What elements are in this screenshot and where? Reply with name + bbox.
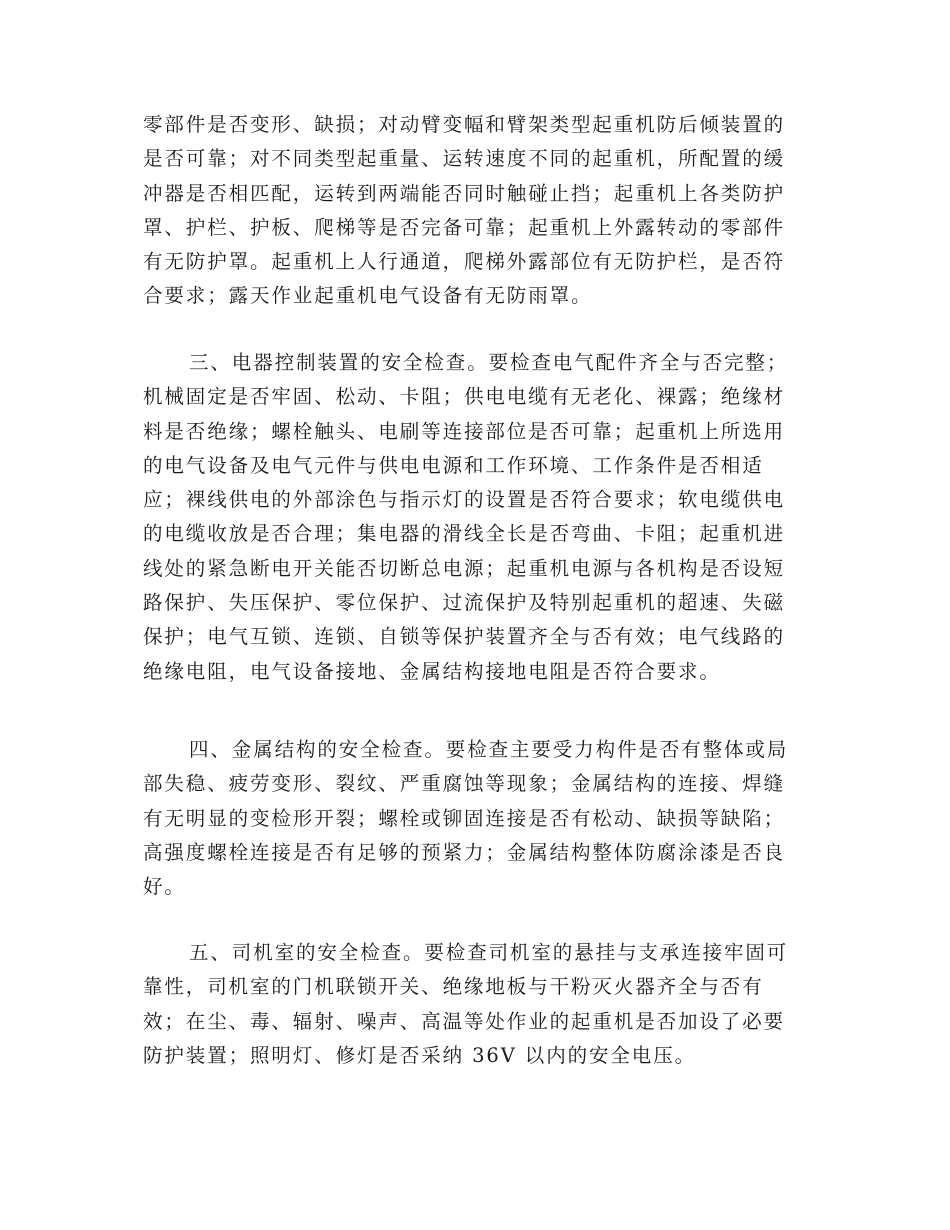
text-line: 料是否绝缘；螺栓触头、电刷等连接部位是否可靠；起重机上所选用 [143,419,786,443]
text-line: 五、司机室的安全检查。要检查司机室的悬挂与支承连接牢固可 [189,941,789,964]
paragraph-continuation [143,108,823,314]
text-line: 部失稳、疲劳变形、裂纹、严重腐蚀等现象；金属结构的连接、焊缝 [143,772,786,796]
text-line: 保护；电气互锁、连锁、自锁等保护装置齐全与否有效；电气线路的 [143,625,786,649]
text-line: 罩、护栏、护板、爬梯等是否完备可靠；起重机上外露转动的零部件 [143,215,786,239]
text-line: 有无明显的变检形开裂；螺栓或铆固连接是否有松动、缺损等缺陷； [143,806,786,830]
paragraph-driver-cab-check [143,936,823,1073]
text-line: 冲器是否相匹配，运转到两端能否同时触碰止挡；起重机上各类防护 [143,181,786,205]
text-line: 的电气设备及电气元件与供电电源和工作环境、工作条件是否相适 [143,453,764,477]
text-line: 效；在尘、毒、辐射、噪声、高温等处作业的起重机是否加设了必要 [143,1009,786,1033]
text-line: 合要求；露天作业起重机电气设备有无防雨罩。 [143,284,593,308]
paragraph-electrical-control-check [143,346,823,689]
text-line: 路保护、失压保护、零位保护、过流保护及特别起重机的超速、失磁 [143,591,786,615]
text-line: 是否可靠；对不同类型起重量、运转速度不同的起重机，所配置的缓 [143,147,786,171]
text-line: 零部件是否变形、缺损；对动臂变幅和臂架类型起重机防后倾装置的 [143,113,786,136]
text-line: 靠性，司机室的门机联锁开关、绝缘地板与干粉灭火器齐全与否有 [143,975,764,999]
paragraph-metal-structure-check [143,733,823,904]
text-line: 防护装置；照明灯、修灯是否采纳 36V 以内的安全电压。 [143,1043,696,1067]
text-line: 三、电器控制装置的安全检查。要检查电气配件齐全与否完整； [189,351,789,374]
text-line: 应；裸线供电的外部涂色与指示灯的设置是否符合要求；软电缆供电 [143,488,786,512]
text-line: 的电缆收放是否合理；集电器的滑线全长是否弯曲、卡阻；起重机进 [143,522,786,546]
text-line: 四、金属结构的安全检查。要检查主要受力构件是否有整体或局 [189,738,789,761]
text-line: 机械固定是否牢固、松动、卡阻；供电电缆有无老化、裸露；绝缘材 [143,385,786,409]
text-line: 有无防护罩。起重机上人行通道，爬梯外露部位有无防护栏，是否符 [143,250,786,274]
text-line: 高强度螺栓连接是否有足够的预紧力；金属结构整体防腐涂漆是否良 [143,840,786,864]
text-line: 好。 [143,875,186,899]
text-line: 绝缘电阻，电气设备接地、金属结构接地电阻是否符合要求。 [143,659,721,683]
text-line: 线处的紧急断电开关能否切断总电源；起重机电源与各机构是否设短 [143,556,786,580]
